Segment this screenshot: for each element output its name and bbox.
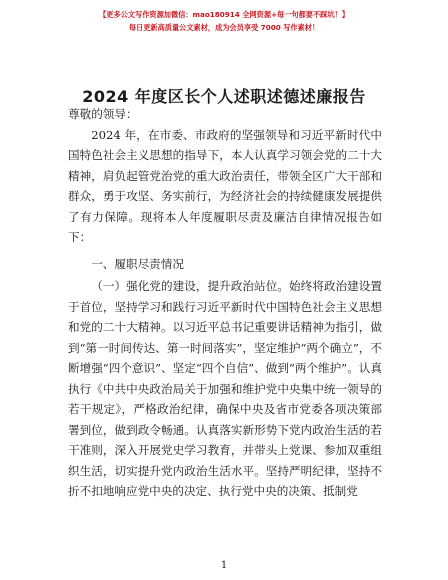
body-paragraph: （一）强化党的建设，提升政治站位。始终将政治建设置于首位，坚持学习和践行习近平新时代中国特色社会主义思想和党的二十大精神。以习近平总书记重要讲话精神为指引，做到“第一时间传达、第一时间落实”，坚定维护“两个确立”，不断增强“四个意识”、坚定“四个自信”、做到“两个维护”。认真执行《中共中央政治局关于加强和维护党中央集中统一领导的若干规定》，严格政治纪律，确保中央及省市党委各项决策部署到位，做到政令畅通。认真落实新形势下党内政治生活的若干准则，深入开展党史学习教育，并带头上党课、参加双重组织生活，切实提升党内政治生活水平。坚持严明纪律，坚持不折不扣地响应党中央的决定、执行党中央的决策、抵制党	[68, 279, 382, 498]
document-title: 2024 年度区长个人述职述德述廉报告	[82, 87, 366, 106]
promo-banner	[0, 8, 448, 34]
page-number: 1	[220, 560, 228, 571]
section-heading: 一、履职尽责情况	[91, 256, 184, 271]
salutation: 尊敬的领导：	[68, 107, 138, 121]
intro-paragraph: 2024 年，在市委、市政府的坚强领导和习近平新时代中国特色社会主义思想的指导下，本人认真学习领会党的二十大精神，肩负起管党治党的重大政治责任，带领全区广大干部和群众，勇于攻坚、务实前行，为经济社会的持续健康发展提供了有力保障。现将本人年度履职尽责及廉洁自律情况报告如下：	[68, 127, 382, 244]
promo-banner-line-2: 每日更新高质量公文素材，成为会员享受 7000 写作素材！	[128, 23, 320, 32]
document-body	[68, 104, 382, 502]
promo-banner-line-1: 【更多公文写作资源加微信：mao180914 全网资源+每一句都要不踩坑！】	[99, 10, 349, 19]
